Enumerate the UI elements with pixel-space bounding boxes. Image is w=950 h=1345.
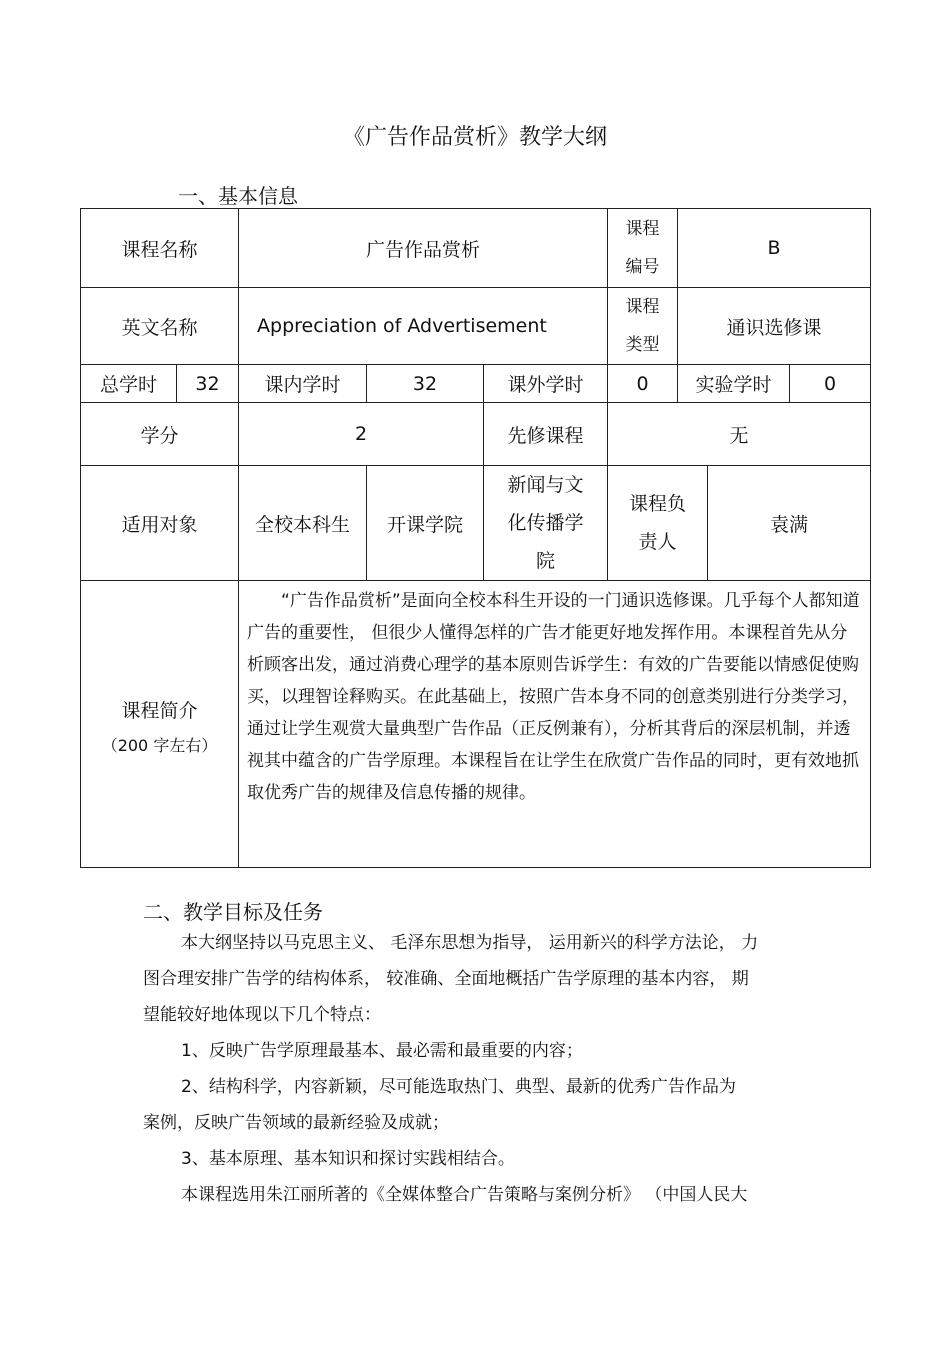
college-line3: 院: [536, 550, 556, 572]
goals-body: [143, 925, 813, 1213]
course-code-label-line2: 编号: [625, 257, 660, 277]
in-class-hours-value: 32: [367, 365, 484, 403]
college-line1: 新闻与文: [507, 474, 584, 496]
list-item-2-line-1: 2、结构科学，内容新颖，尽可能选取热门、典型、最新的优秀广告作品为: [181, 1077, 736, 1097]
section-heading-basic-info: 一、基本信息: [178, 184, 298, 208]
course-name-label: 课程名称: [81, 209, 239, 288]
intro-label: 课程简介: [121, 700, 198, 722]
out-class-hours-value: 0: [608, 365, 678, 403]
course-code-value: B: [678, 209, 871, 288]
list-item-3: 3、基本原理、基本知识和探讨实践相结合。: [181, 1149, 515, 1169]
english-name-value: Appreciation of Advertisement: [239, 288, 608, 365]
leader-label: [608, 466, 708, 581]
college-label: 开课学院: [367, 466, 484, 581]
paragraph-1-line-2: 图合理安排广告学的结构体系， 较准确、全面地概括广告学原理的基本内容， 期: [143, 969, 749, 989]
total-hours-label: 总学时: [81, 365, 177, 403]
in-class-hours-label: 课内学时: [239, 365, 367, 403]
course-code-label: [608, 209, 678, 288]
prereq-value: 无: [608, 403, 871, 466]
lab-hours-label: 实验学时: [678, 365, 790, 403]
paragraph-1-line-1: 本大纲坚持以马克思主义、 毛泽东思想为指导， 运用新兴的科学方法论， 力: [181, 933, 759, 953]
intro-text-cell: [239, 581, 871, 868]
section-heading-goals: 二、教学目标及任务: [143, 900, 323, 924]
course-name-value: 广告作品赏析: [239, 209, 608, 288]
prereq-label: 先修课程: [484, 403, 608, 466]
leader-label-line2: 责人: [638, 531, 677, 553]
english-name-label: 英文名称: [81, 288, 239, 365]
lab-hours-value: 0: [790, 365, 871, 403]
list-item-1: 1、反映广告学原理最基本、最必需和最重要的内容；: [181, 1041, 583, 1061]
college-line2: 化传播学: [507, 512, 584, 534]
total-hours-value: 32: [177, 365, 239, 403]
intro-note: （200 字左右）: [101, 736, 218, 755]
out-class-hours-label: 课外学时: [484, 365, 608, 403]
leader-label-line1: 课程负: [629, 493, 687, 515]
course-type-value: 通识选修课: [678, 288, 871, 365]
credit-value: 2: [239, 403, 484, 466]
intro-text: “广告作品赏析”是面向全校本科生开设的一门通识选修课。几乎每个人都知道广告的重要性， 但很少人懂得怎样的广告才能更好地发挥作用。本课程首先从分析顾客出发，通过消费心理学的基本原则告诉学生：有效的广告要能以情感促使购买，以理智诠释购买。在此基础上，按照广告本身不同的创意类别进行分类学习，通过让学生观赏大量典型广告作品（正反例兼有），分析其背后的深层机制，并透视其中蕴含的广告学原理。本课程旨在让学生在欣赏广告作品的同时，更有效地抓取优秀广告的规律及信息传播的规律。: [247, 591, 860, 803]
credit-label: 学分: [81, 403, 239, 466]
course-type-label-line1: 课程: [625, 297, 660, 317]
course-code-label-line1: 课程: [625, 219, 660, 239]
leader-value: 袁满: [708, 466, 871, 581]
list-item-2-line-2: 案例，反映广告领域的最新经验及成就；: [143, 1113, 449, 1133]
basic-info-table: [80, 208, 871, 868]
paragraph-1-line-3: 望能较好地体现以下几个特点：: [143, 1005, 381, 1025]
target-label: 适用对象: [81, 466, 239, 581]
document-title: 《广告作品赏析》教学大纲: [342, 125, 607, 150]
paragraph-2-line-1: 本课程选用朱江丽所著的《全媒体整合广告策略与案例分析》 （中国人民大: [181, 1185, 748, 1205]
college-value: [484, 466, 608, 581]
target-value: 全校本科生: [239, 466, 367, 581]
course-type-label-line2: 类型: [625, 335, 660, 355]
intro-label-cell: [81, 581, 239, 868]
course-type-label: [608, 288, 678, 365]
